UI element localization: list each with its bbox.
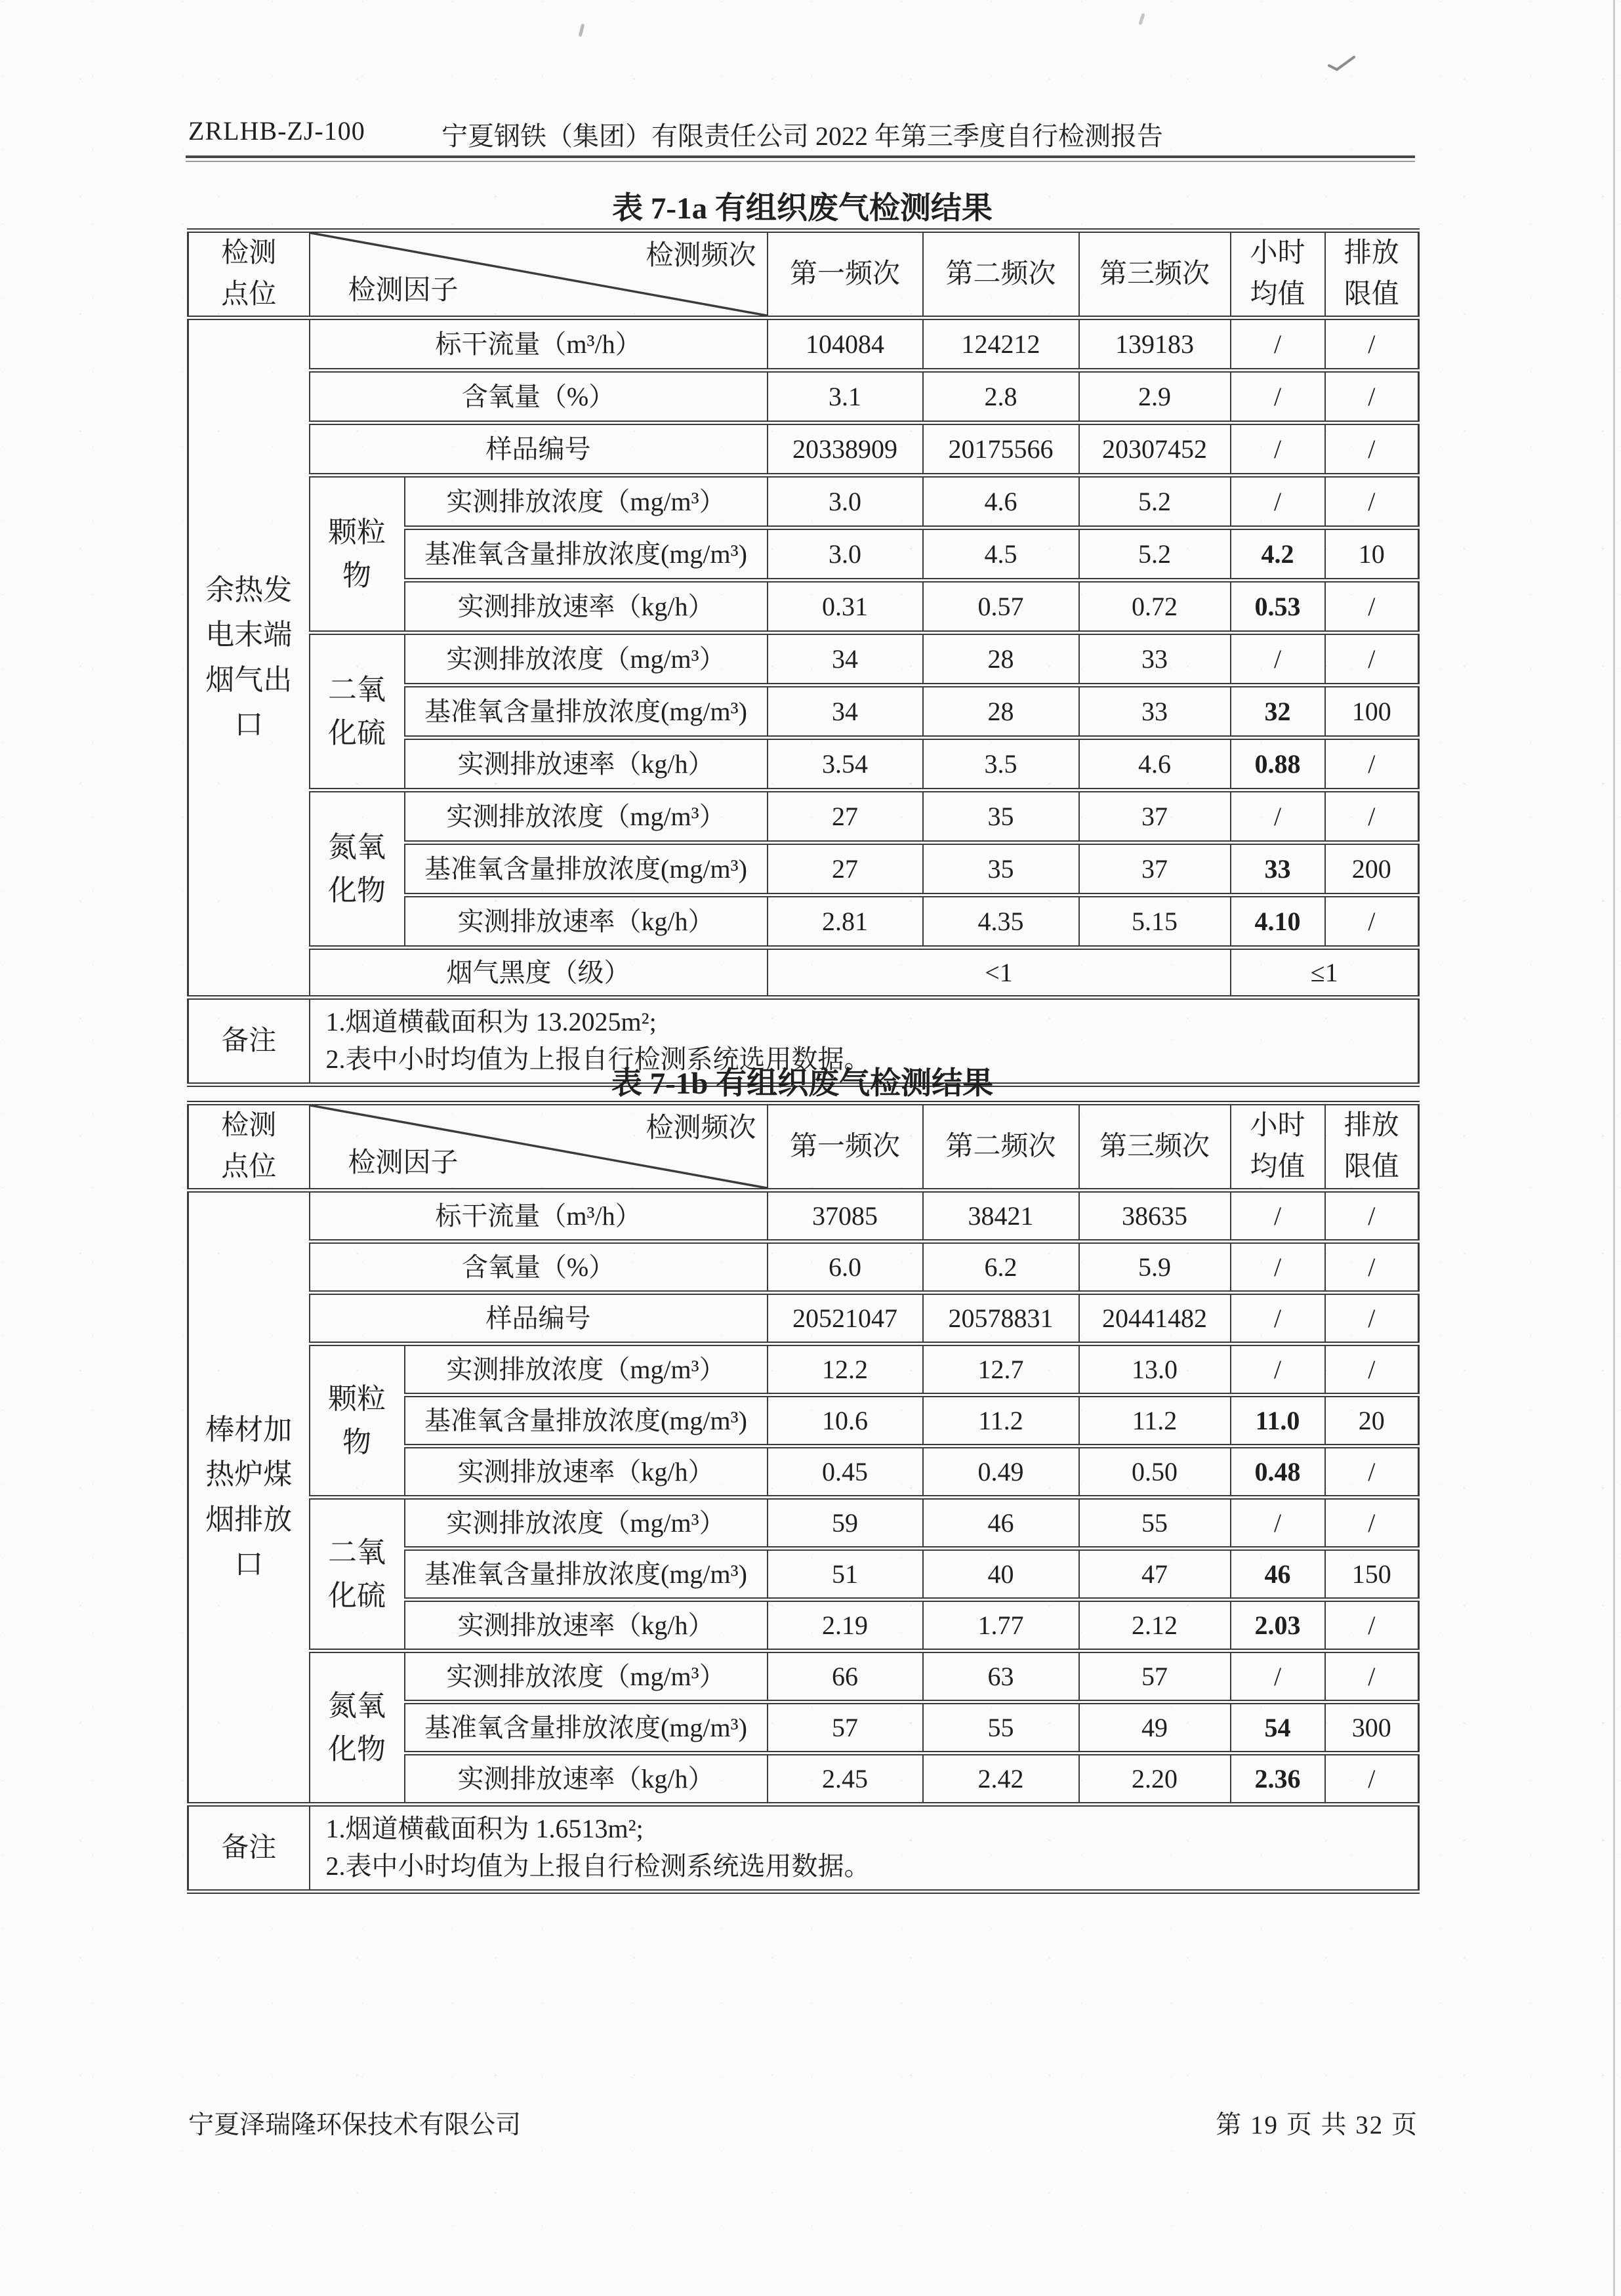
cell: / xyxy=(1325,1753,1419,1805)
cell: 2.19 xyxy=(768,1600,923,1651)
cell: 10.6 xyxy=(768,1395,923,1446)
cell: 37 xyxy=(1079,843,1231,895)
header-freq1: 第一频次 xyxy=(768,1103,923,1191)
doc-code: ZRLHB-ZJ-100 xyxy=(188,116,365,146)
factor-group-nox xyxy=(310,1651,405,1805)
header-freq2: 第二频次 xyxy=(923,231,1079,318)
header-point xyxy=(188,1103,310,1191)
table-row xyxy=(188,790,1419,843)
cell: / xyxy=(1325,1293,1419,1344)
table-row xyxy=(188,318,1419,371)
param-label: 基准氧含量排放浓度(mg/m³) xyxy=(405,1702,768,1753)
cell: 124212 xyxy=(923,318,1079,371)
cell: / xyxy=(1325,1600,1419,1651)
header-rule xyxy=(186,155,1415,162)
cell: / xyxy=(1231,790,1325,843)
cell: 37 xyxy=(1079,790,1231,843)
notes-cell xyxy=(310,1805,1419,1892)
cell: ≤1 xyxy=(1231,948,1419,998)
table-row xyxy=(188,1242,1419,1293)
param-label: 实测排放浓度（mg/m³） xyxy=(405,790,768,843)
param-label: 实测排放浓度（mg/m³） xyxy=(405,1498,768,1549)
table-row xyxy=(188,371,1419,423)
table-a xyxy=(187,228,1420,1087)
cell: 55 xyxy=(1079,1498,1231,1549)
cell: / xyxy=(1231,476,1325,528)
cell: / xyxy=(1325,1191,1419,1242)
cell: 59 xyxy=(768,1498,923,1549)
cell: 12.2 xyxy=(768,1344,923,1395)
param-label: 基准氧含量排放浓度(mg/m³) xyxy=(405,1549,768,1600)
header-frequency-label: 检测频次 xyxy=(646,241,756,271)
header-point-label: 检测点位 xyxy=(221,1111,277,1182)
cell: 13.0 xyxy=(1079,1344,1231,1395)
factor-group-label: 颗粒物 xyxy=(328,516,386,592)
cell: 57 xyxy=(768,1702,923,1753)
factor-group-label: 氮氧化物 xyxy=(328,1689,386,1765)
cell: / xyxy=(1231,1651,1325,1702)
cell: 0.72 xyxy=(1079,581,1231,633)
table-header-row xyxy=(188,231,1419,318)
cell: 0.50 xyxy=(1079,1446,1231,1498)
cell: 4.2 xyxy=(1231,528,1325,581)
factor-group-label: 颗粒物 xyxy=(328,1382,386,1458)
cell: 139183 xyxy=(1079,318,1231,371)
cell: 5.2 xyxy=(1079,528,1231,581)
header-diagonal-cell xyxy=(310,1103,768,1191)
cell: / xyxy=(1231,1191,1325,1242)
table-row xyxy=(188,1191,1419,1242)
header-point xyxy=(188,231,310,318)
monitoring-point-cell xyxy=(188,318,310,998)
cell: 51 xyxy=(768,1549,923,1600)
header-emission-limit xyxy=(1325,231,1419,318)
cell: 4.6 xyxy=(1079,738,1231,790)
header-hourly-average xyxy=(1231,1103,1325,1191)
cell: 2.20 xyxy=(1079,1753,1231,1805)
param-label: 实测排放速率（kg/h） xyxy=(405,1446,768,1498)
cell: 34 xyxy=(768,686,923,738)
param-label: 基准氧含量排放浓度(mg/m³) xyxy=(405,1395,768,1446)
cell: 28 xyxy=(923,633,1079,686)
cell: / xyxy=(1231,423,1325,476)
cell: 11.2 xyxy=(1079,1395,1231,1446)
cell: 6.0 xyxy=(768,1242,923,1293)
cell: 20521047 xyxy=(768,1293,923,1344)
cell: / xyxy=(1325,581,1419,633)
header-emission-limit xyxy=(1325,1103,1419,1191)
param-label: 样品编号 xyxy=(310,1293,768,1344)
cell: 2.9 xyxy=(1079,371,1231,423)
cell: / xyxy=(1231,1293,1325,1344)
cell: 33 xyxy=(1079,686,1231,738)
param-label: 基准氧含量排放浓度(mg/m³) xyxy=(405,686,768,738)
cell: / xyxy=(1325,895,1419,948)
cell: / xyxy=(1325,1651,1419,1702)
cell: 5.9 xyxy=(1079,1242,1231,1293)
header-factor-label: 检测因子 xyxy=(348,276,459,306)
cell: / xyxy=(1325,1344,1419,1395)
cell: 2.8 xyxy=(923,371,1079,423)
footer-company: 宁夏泽瑞隆环保技术有限公司 xyxy=(188,2111,522,2139)
cell: 46 xyxy=(1231,1549,1325,1600)
param-label: 实测排放速率（kg/h） xyxy=(405,581,768,633)
cell: / xyxy=(1231,1498,1325,1549)
factor-group-label: 二氧化硫 xyxy=(328,1536,386,1612)
scan-speck-artifact xyxy=(579,24,585,37)
cell: 2.36 xyxy=(1231,1753,1325,1805)
param-label: 样品编号 xyxy=(310,423,768,476)
note-line: 1.烟道横截面积为 1.6513m²; xyxy=(325,1814,644,1843)
cell: 20578831 xyxy=(923,1293,1079,1344)
cell: 35 xyxy=(923,843,1079,895)
cell: 3.0 xyxy=(768,528,923,581)
cell: / xyxy=(1325,371,1419,423)
monitoring-point-label: 棒材加热炉煤烟排放口 xyxy=(205,1414,293,1580)
cell: / xyxy=(1231,1242,1325,1293)
table-row xyxy=(188,476,1419,528)
scan-checkmark-artifact xyxy=(1328,55,1357,72)
note-line: 1.烟道横截面积为 13.2025m²; xyxy=(325,1007,657,1036)
cell: 20441482 xyxy=(1079,1293,1231,1344)
cell: / xyxy=(1325,318,1419,371)
cell: 38421 xyxy=(923,1191,1079,1242)
cell: 49 xyxy=(1079,1702,1231,1753)
cell: 0.49 xyxy=(923,1446,1079,1498)
cell: 4.35 xyxy=(923,895,1079,948)
header-point-label: 检测点位 xyxy=(221,238,277,310)
cell: 11.2 xyxy=(923,1395,1079,1446)
report-title: 宁夏钢铁（集团）有限责任公司 2022 年第三季度自行检测报告 xyxy=(441,121,1163,151)
cell: 5.15 xyxy=(1079,895,1231,948)
param-label: 标干流量（m³/h） xyxy=(310,318,768,371)
table-row xyxy=(188,423,1419,476)
cell: 0.53 xyxy=(1231,581,1325,633)
scan-speck-artifact xyxy=(1138,13,1145,26)
cell: / xyxy=(1325,423,1419,476)
cell: / xyxy=(1325,633,1419,686)
cell: 104084 xyxy=(768,318,923,371)
factor-group-pm xyxy=(310,1344,405,1498)
cell: / xyxy=(1325,1498,1419,1549)
table-row xyxy=(188,1651,1419,1702)
cell: 12.7 xyxy=(923,1344,1079,1395)
cell: 300 xyxy=(1325,1702,1419,1753)
cell: 37085 xyxy=(768,1191,923,1242)
cell: 10 xyxy=(1325,528,1419,581)
cell: 20175566 xyxy=(923,423,1079,476)
cell: 4.5 xyxy=(923,528,1079,581)
factor-group-label: 氮氧化物 xyxy=(328,830,386,907)
param-label: 含氧量（%） xyxy=(310,371,768,423)
cell: 20307452 xyxy=(1079,423,1231,476)
table-row xyxy=(188,1293,1419,1344)
cell: 3.54 xyxy=(768,738,923,790)
cell: / xyxy=(1231,1344,1325,1395)
cell: 63 xyxy=(923,1651,1079,1702)
header-freq3: 第三频次 xyxy=(1079,231,1231,318)
table-row xyxy=(188,633,1419,686)
table-row xyxy=(188,1344,1419,1395)
table-b xyxy=(187,1101,1420,1894)
cell: 35 xyxy=(923,790,1079,843)
cell: / xyxy=(1325,1242,1419,1293)
scan-edge-shadow xyxy=(1613,0,1615,2296)
table-row xyxy=(188,948,1419,998)
cell: 4.6 xyxy=(923,476,1079,528)
cell: 28 xyxy=(923,686,1079,738)
header-freq3: 第三频次 xyxy=(1079,1103,1231,1191)
cell: 66 xyxy=(768,1651,923,1702)
notes-row xyxy=(188,1805,1419,1892)
notes-label: 备注 xyxy=(188,998,310,1085)
param-label: 实测排放速率（kg/h） xyxy=(405,738,768,790)
cell: 6.2 xyxy=(923,1242,1079,1293)
cell: 100 xyxy=(1325,686,1419,738)
header-hourly-average-label: 小时均值 xyxy=(1250,238,1305,310)
factor-group-pm xyxy=(310,476,405,633)
cell: 0.57 xyxy=(923,581,1079,633)
cell: 38635 xyxy=(1079,1191,1231,1242)
cell: 55 xyxy=(923,1702,1079,1753)
header-hourly-average xyxy=(1231,231,1325,318)
monitoring-point-label: 余热发电末端烟气出口 xyxy=(205,574,293,741)
cell: 32 xyxy=(1231,686,1325,738)
factor-group-so2 xyxy=(310,1498,405,1651)
cell: 200 xyxy=(1325,843,1419,895)
cell: 20338909 xyxy=(768,423,923,476)
header-diagonal-cell xyxy=(310,231,768,318)
cell: 4.10 xyxy=(1231,895,1325,948)
cell: <1 xyxy=(768,948,1231,998)
header-freq1: 第一频次 xyxy=(768,231,923,318)
cell: 27 xyxy=(768,790,923,843)
cell: 3.5 xyxy=(923,738,1079,790)
param-label: 实测排放浓度（mg/m³） xyxy=(405,476,768,528)
cell: / xyxy=(1325,476,1419,528)
note-line: 2.表中小时均值为上报自行检测系统选用数据。 xyxy=(325,1044,871,1074)
header-emission-limit-label: 排放限值 xyxy=(1344,1111,1399,1182)
param-label: 实测排放浓度（mg/m³） xyxy=(405,1651,768,1702)
factor-group-nox xyxy=(310,790,405,948)
param-label: 实测排放速率（kg/h） xyxy=(405,895,768,948)
cell: 1.77 xyxy=(923,1600,1079,1651)
header-frequency-label: 检测频次 xyxy=(646,1113,756,1143)
cell: / xyxy=(1231,318,1325,371)
cell: / xyxy=(1231,633,1325,686)
param-label: 含氧量（%） xyxy=(310,1242,768,1293)
cell: 46 xyxy=(923,1498,1079,1549)
cell: 2.45 xyxy=(768,1753,923,1805)
cell: / xyxy=(1231,371,1325,423)
param-label: 实测排放速率（kg/h） xyxy=(405,1600,768,1651)
cell: / xyxy=(1325,1446,1419,1498)
param-label: 基准氧含量排放浓度(mg/m³) xyxy=(405,528,768,581)
cell: 40 xyxy=(923,1549,1079,1600)
cell: 5.2 xyxy=(1079,476,1231,528)
cell: 0.31 xyxy=(768,581,923,633)
cell: 0.45 xyxy=(768,1446,923,1498)
header-emission-limit-label: 排放限值 xyxy=(1344,238,1399,310)
table-row xyxy=(188,1498,1419,1549)
cell: 2.42 xyxy=(923,1753,1079,1805)
cell: / xyxy=(1325,738,1419,790)
cell: / xyxy=(1325,790,1419,843)
header-freq2: 第二频次 xyxy=(923,1103,1079,1191)
cell: 54 xyxy=(1231,1702,1325,1753)
cell: 57 xyxy=(1079,1651,1231,1702)
factor-group-so2 xyxy=(310,633,405,790)
table-b-title: 表 7-1b 有组织废气检测结果 xyxy=(611,1067,994,1101)
cell: 3.1 xyxy=(768,371,923,423)
factor-group-label: 二氧化硫 xyxy=(328,673,386,749)
header-factor-label: 检测因子 xyxy=(348,1148,459,1179)
footer-page-number: 第 19 页 共 32 页 xyxy=(1216,2111,1418,2139)
cell: 150 xyxy=(1325,1549,1419,1600)
cell: 33 xyxy=(1231,843,1325,895)
cell: 2.03 xyxy=(1231,1600,1325,1651)
param-label: 基准氧含量排放浓度(mg/m³) xyxy=(405,843,768,895)
monitoring-point-cell xyxy=(188,1191,310,1805)
cell: 3.0 xyxy=(768,476,923,528)
cell: 27 xyxy=(768,843,923,895)
table-header-row xyxy=(188,1103,1419,1191)
cell: 0.48 xyxy=(1231,1446,1325,1498)
param-label: 实测排放速率（kg/h） xyxy=(405,1753,768,1805)
param-label: 标干流量（m³/h） xyxy=(310,1191,768,1242)
cell: 34 xyxy=(768,633,923,686)
header-hourly-average-label: 小时均值 xyxy=(1250,1111,1305,1182)
note-line: 2.表中小时均值为上报自行检测系统选用数据。 xyxy=(325,1851,871,1881)
cell: 2.12 xyxy=(1079,1600,1231,1651)
cell: 20 xyxy=(1325,1395,1419,1446)
param-label: 烟气黑度（级） xyxy=(310,948,768,998)
cell: 0.88 xyxy=(1231,738,1325,790)
param-label: 实测排放浓度（mg/m³） xyxy=(405,1344,768,1395)
param-label: 实测排放浓度（mg/m³） xyxy=(405,633,768,686)
cell: 47 xyxy=(1079,1549,1231,1600)
notes-label: 备注 xyxy=(188,1805,310,1892)
table-a-title: 表 7-1a 有组织废气检测结果 xyxy=(612,192,993,226)
cell: 2.81 xyxy=(768,895,923,948)
cell: 11.0 xyxy=(1231,1395,1325,1446)
cell: 33 xyxy=(1079,633,1231,686)
